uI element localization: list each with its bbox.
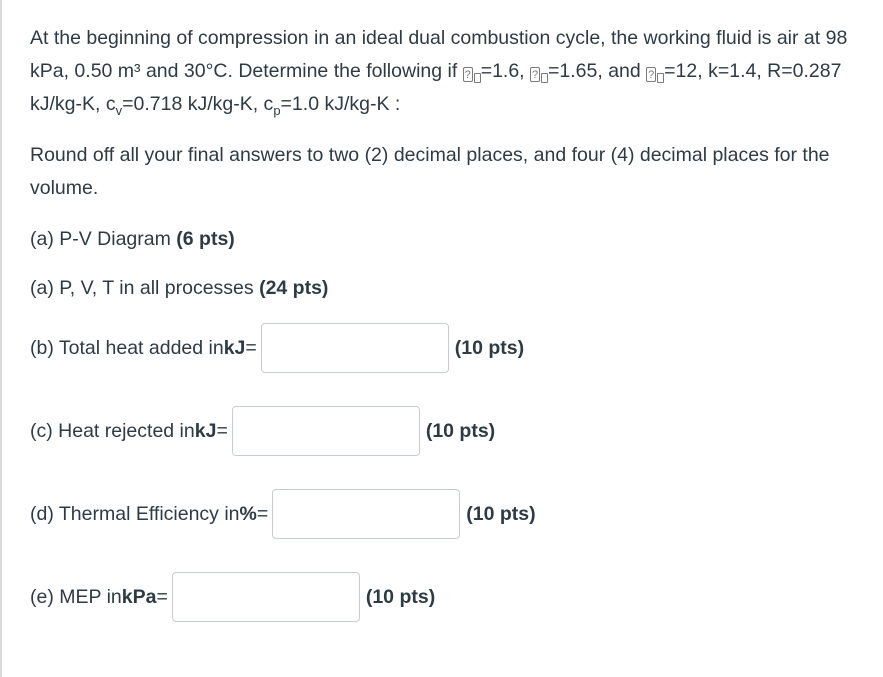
thermal-efficiency-input[interactable] bbox=[272, 489, 460, 539]
heat-rejected-input[interactable] bbox=[232, 406, 420, 456]
part-pv-diagram: (a) P-V Diagram (6 pts) bbox=[30, 228, 235, 250]
answer-row-heat-rejected: (c) Heat rejected in kJ = (10 pts) bbox=[30, 405, 495, 457]
answer-row-thermal-efficiency: (d) Thermal Efficiency in % = (10 pts) bbox=[30, 488, 536, 540]
problem-statement: At the beginning of compression in an ideal dual combustion cycle, the working fluid is air at 98 kPa, 0.50 m³ and 30°C. Determine the following if ? =1.6, ? =1.65, and ? =12, k=1.4, R=0.287 kJ/kg-K, $c_v=0.718$ kJ/kg-K, $c_p=1.0$ kJ/kg-K : bbox=[30, 27, 848, 118]
answer-row-total-heat: (b) Total heat added in kJ = (10 pts) bbox=[30, 322, 524, 374]
part-pvt-processes: (a) P, V, T in all processes (24 pts) bbox=[30, 277, 329, 299]
left-border bbox=[0, 0, 2, 677]
missing-glyph-icon bbox=[474, 73, 481, 83]
missing-glyph-icon: ? bbox=[648, 69, 655, 81]
total-heat-input[interactable] bbox=[261, 323, 449, 373]
mep-input[interactable] bbox=[172, 572, 360, 622]
missing-glyph-icon: ? bbox=[464, 69, 471, 81]
answer-row-mep: (e) MEP in kPa = (10 pts) bbox=[30, 571, 435, 623]
missing-glyph-icon: ? bbox=[531, 69, 539, 81]
missing-glyph-icon bbox=[541, 73, 548, 83]
rounding-note: Round off all your final answers to two (2) decimal places, and four (4) decimal places for the volume. bbox=[30, 144, 830, 199]
